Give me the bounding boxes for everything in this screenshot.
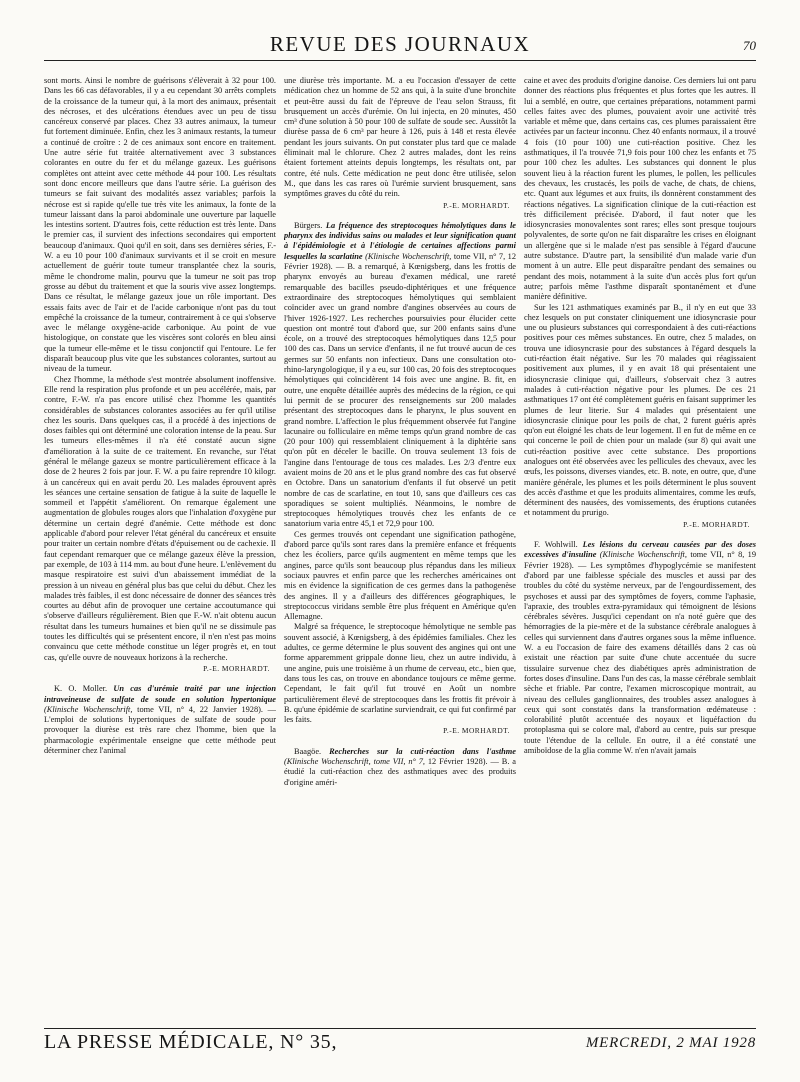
paragraph: sont morts. Ainsi le nombre de guérisons s'élèverait à 32 pour 100. Dans les 66 cas défavorables, il y a eu cependant 30 arrêts complets de la croissance de la tumeur qui, à la mort des animaux, présentait des nécroses, et des ulcérations étendues avec un peu de tissu cancéreux conservé par places. Chez 33 autres animaux, la tumeur fut fortement diminuée. Enfin, chez les 3 animaux restants, la tumeur a continué de croître : 2 de ces animaux sont encore en traitement. Une autre série fut traitée alternativement avec 3 substances colorantes en outre du fer et du mélange gazeux. Les guérisons complètes ont atteint avec cette méthode 44 pour 100. Les résultats sont donc encore meilleurs que dans l'autre série. La guérison des tumeurs se fait suivant des modalités assez variables; parfois la nécrose est si rapide qu'elle tue très vite les animaux, la fonte de la tumeur laissant dans la paroi abdominale une ouverture par laquelle les intestins sortent. D'autres fois, cette réduction est très lente. Dans le premier cas, il survient des infections secondaires qui emportent beaucoup d'animaux. Quoi qu'il en soit, dans ses dernières séries, F.-W. a eu 10 pour 100 d'animaux survivants et il se croit en mesure actuellement de guérir toute tumeur transplantée chez la souris, même le chondrome malin, pourvu que la tumeur ne soit pas trop grosse au début du traitement et que la souris vive assez longtemps. Dans ce résultat, le mélange gazeux joue un rôle important. Des essais faits avec de l'air et de l'acide carbonique n'ont pas du tout empêché la croissance de la tumeur, contrairement à ce qui s'observe avec le mélange oxygène-acide carbonique. Au point de vue histologique, on constate que les viscères sont colorés en bleu ainsi que la tumeur elle-même et le tissu conjonctif qui l'entoure. Le fer disparaît beaucoup plus vite que les substances colorantes, surtout au niveau de la tumeur. [44, 76, 276, 374]
journal-section-title: REVUE DES JOURNAUX [269, 32, 531, 56]
article-abstract [44, 684, 276, 756]
paragraph: une diurèse très importante. M. a eu l'occasion d'essayer de cette médication chez un homme de 52 ans qui, à la suite d'une bronchite et peut-être aussi du fait de l'épreuve de l'eau selon Strauss, fit brusquement un accès d'urémie. On lui injecta, en 20 minutes, 450 cm³ d'une solution à 50 pour 100 de sulfate de soude sec. Aussitôt la diurèse passa de 6 cm³ par heure à 126, puis à 148 et resta élevée pendant les jours suivants. On put constater plus tard que ce malade éliminait mal le chlorure. Chez 2 autres malades, dont les reins étaient fortement atteints depuis longtemps, les résultats ont, par contre, été nuls. Cette médication ne peut donc être utilisée, selon M., que dans les cas rares où l'urémie survient brusquement, sans symptômes graves du côté du rein. [284, 76, 516, 199]
paragraph: caine et avec des produits d'origine danoise. Ces derniers lui ont paru donner des réactions plus fréquentes et plus fortes que les autres. Il lui a semblé, en outre, que certaines préparations, notamment parmi celles faites avec des plumes, pouvaient avoir une activité très variable et même que, dans certains cas, ces plumes paraissaient être activées par un facteur inconnu. Chez 40 enfants normaux, il a trouvé 4 fois (10 pour 100) une cuti-réaction positive. Chez les asthmatiques, il l'a trouvée 71,9 fois pour 100 chez les enfants et 75 pour 100 chez les adultes. Les substances qui donnent le plus souvent lieu à la réaction furent les plumes, le pollen, les pellicules des chevaux, les crustacés, les poils de vache, de chats, de chiens, etc. Quant aux légumes et aux fruits, ils donnèrent constamment des réactions négatives. La signification clinique de la cuti-réaction est très difficilement précisée. D'abord, il faut noter que les idiosyncrasies monovalentes sont rares; elles sont presque toujours polyvalentes, de sorte qu'on ne fait disparaître les crises en éloignant un allergène que si le malade n'est pas sensible à l'égard d'aucune autre substance. D'autre part, la sensibilité d'un malade varie d'un moment à un autre. Elle peut disparaître pendant des semaines ou pendant des mois, notamment à la suite d'un accès plus fort qu'un autre; parfois même l'asthme disparaît spontanément et d'une manière définitive. [524, 76, 756, 302]
page-footer [44, 1028, 756, 1057]
text-column-right [524, 76, 756, 1022]
article-title: Recherches sur la cuti-réaction dans l'asthme [329, 746, 516, 756]
page-number: 70 [743, 38, 756, 53]
article-body: 12 Février 1928). — B. a étudié la cuti-réaction chez des asthmatiques avec des produits d'origine améri- [284, 757, 516, 787]
article-body: tome VII, n° 8, 19 Février 1928). — Les symptômes d'hypoglycémie se manifestent d'abord par une faiblesse spéciale des muscles et aussi par des troubles du côté du système nerveux, par de l'engourdissement, des psychoses et aussi par des symptômes de foyers, comme l'aphasie, l'apraxie, des troubles extra-pyramidaux qui témoignent de lésions cérébrales sévères. Jusqu'ici cependant on n'a noté guère que des hémorragies de la pie-mère et de la substance cérébrale analogues à celles qui surviennent dans d'autres organes sous la même influence. W. a eu l'occasion de faire des examens détaillés dans 2 cas où existait une réaction par suite d'une chute accentuée du sucre tissulaire survenue chez des diabétiques après administration de fortes doses d'insuline. Dans l'un des cas, la masse cérébrale semblait sèche et friable. Par contre, l'examen microscopique montrait, au niveau des cellules ganglionnaires, des troubles assez analogues à ceux qui sont constatés dans la transformation œdémateuse : colorabilité plutôt accentuée des noyaux et liquéfaction du protoplasma qui se colore mal, d'abord au centre, puis sur presque toute l'étendue de la cellule. En outre, il a été constaté une amiboïdose de la glia comme W. n'en n'avait jamais [524, 550, 756, 755]
author-signature: P.-E. MORHARDT. [443, 726, 510, 736]
article-author: F. Wohlwill. [534, 540, 578, 550]
article-reference: (Klinische Wochenschrift, tome VII, n° 7, [284, 757, 425, 766]
text-column-left [44, 76, 276, 1022]
article-abstract [284, 221, 516, 530]
paragraph: Ces germes trouvés ont cependant une signification pathogène, d'abord parce qu'ils sont rares dans la première enfance et fréquents chez les écoliers, parce qu'ils augmentent en même temps que les angines, parce qu'ils sont beaucoup plus répandus dans les milieux sociaux pauvres et enfin parce que les recherches américaines ont mis en évidence la signification de ces germes dans la pathogenèse des angines. Il y a d'ailleurs des différences géographiques, le streptococcus viridans semble être plus fréquent en Amérique qu'en Allemagne. [284, 529, 516, 622]
author-signature: P.-E. MORHARDT. [203, 663, 270, 673]
article-title: Un cas d'urémie traité par une injection intraveineuse de sulfate de soude en solution hypertonique [44, 684, 276, 704]
article-title: Les lésions du cerveau causées par des doses excessives d'insuline [524, 540, 756, 560]
article-author: K. O. Moller. [54, 684, 108, 694]
issue-date: MERCREDI, 2 MAI 1928 [585, 1035, 756, 1051]
article-reference: (Klinische Wochenschrift, [44, 704, 133, 714]
paragraph: Sur les 121 asthmatiques examinés par B., il n'y en eut que 33 chez lesquels on put constater cliniquement une idiosyncrasie pour une ou plusieurs substances qui correspondaient à des cuti-réactions positives pour ces mêmes substances. En outre, chez 5 malades, on trouva une idiosyncrasie pour des substances à l'égard desquels la cuti-réaction était négative. Sur les 70 malades qui réagissaient positivement aux plumes, il y en avait 18 qui présentaient une idiosyncrasie clinique qui, d'ailleurs, s'observait chez 3 autres malades à cuti-réaction négative pour les plumes. De ces 21 asthmatiques 17 ont été complètement guéris en faisant supprimer les plumes de leur literie. Sur 4 malades qui présentaient une idiosyncrasie clinique pour les poils de chat, 2 furent guéris après qu'on eut éloigné les chats de leur logement. Il en fut de même en ce qui concerne le poil de chien pour un malade (sur 8) qui avait une cuti-réaction positive avec cette substance. Des proportions analogues ont été observées avec les pellicules des chevaux, avec les œufs, les poissons, diverses viandes, etc. B. note, en outre, que, d'une manière générale, les plumes et les poils déterminent le plus souvent des accès d'asthme et que les produits alimentaires, comme les œufs, déterminent des nausées, des vomissements, des éruptions cutanées et notamment du prurigo. [524, 302, 756, 518]
article-title: La fréquence des streptocoques hémolytiques dans le pharynx des individus sains ou malades et leur signification quant à l'épidémiologie et à l'étiologie de certaines affections parmi lesquelles la scarlatine [284, 220, 516, 261]
article-abstract [524, 540, 756, 756]
article-reference: (Klinische Wochenschrift, [365, 251, 452, 261]
article-abstract [284, 747, 516, 788]
author-signature: P.-E. MORHARDT. [683, 519, 750, 529]
article-author: Bürgers. [294, 220, 323, 230]
paragraph: Malgré sa fréquence, le streptocoque hémolytique ne semble pas souvent associé, à Kœnigsberg, à des épidémies familiales. Chez les adultes, ce germe détermine le plus souvent des angines qui ont une forme apparemment grippale donne lieu, chez un autre individu, à une angine, puis une troisième à un rhume de cerveau, etc., bien que, dans tous les cas, on trouve en abondance toujours ce même germe. Cependant, le fait qu'il fut trouvé en Août un nombre particulièrement élevé de streptocoques dans les frottis fit prévoir à B. qu'une épidémie de scarlatine surviendrait, ce qui fut confirmé par les faits. [284, 622, 516, 725]
author-signature: P.-E. MORHARDT. [443, 200, 510, 210]
paragraph: Chez l'homme, la méthode s'est montrée absolument inoffensive. Elle rend la respiration plus profonde et un peu accélérée, mais, par contre, F.-W. n'a pas encore utilisé chez l'homme les quantités considérables de substances colorantes associées au fer qu'il utilise chez les souris. Dans quelques cas, il a procédé à des injections de doses faibles qui ont déterminé une coloration intense de la peau. Sur les tumeurs elles-mêmes il n'a été constaté aucun signe d'amélioration à la suite de ce traitement. En revanche, sur l'état général le mélange gazeux se montre particulièrement efficace à la dose de 2 heures 2 fois par jour. F. W. a pu faire reprendre 10 kilogr. à un cancéreux qui en avait perdu 20. Les malades éprouvent après les séances une certaine sensation de fatigue à la suite de laquelle le sommeil et l'appétit s'améliorent. On remarque également une augmentation de globules rouges alors que l'inhalation d'oxygène pur détermine un certain degré d'anémie. Cette méthode est donc applicable d'abord pour relever l'état général du cancéreux et ensuite pour traiter un certain nombre d'états d'épuisement ou de cachexie. Il faut cependant remarquer que ce mélange gazeux élève la pression, par exemple, de 103 à 114 mm. au bout d'une heure. L'enlèvement du masque respiratoire est suivi d'un abaissement immédiat de la pression à un niveau en général plus bas que celui du début. Chez les malades très faibles, il est donc nécessaire de donner des séances très courtes au début afin de provoquer une certaine accoutumance qui s'observe d'ailleurs régulièrement. Bien que F.-W. n'ait obtenu aucun résultat dans les tumeurs humaines et bien qu'il ne se dissimule pas toutes les difficultés qui se présentent encore, il n'en n'est pas moins convaincu que cette méthode constitue un léger progrès et, en tout cas, qu'elle ouvre de nouveaux horizons à la recherche. [44, 374, 276, 662]
article-body: tome VII, n° 7, 12 Février 1928). — B. a remarqué, à Kœnigsberg, dans les frottis de pharynx envoyés au bureau d'examen médical, une rareté remarquable des bacilles pseudo-diphtériques et une fréquence extraordinaire des streptocoques hémolytiques qui semblaient coïncider avec un grand nombre d'angines observées au cours de l'hiver 1926-1927. Les recherches poursuivies pour élucider cette question ont montré tout d'abord que, sur 200 enfants sains d'une école, on a trouvé des streptocoques hémolytiques dans 12,5 pour 100 des cas. Dans un service d'enfants, il ne fut trouvé aucun de ces germes sur 50 enfants non infectieux. Dans une consultation oto-rhino-laryngologique, il y a eu, sur 100 cas, 20 fois des streptocoques hémolytiques qui coïncidèrent 14 fois avec une angine. B. fit, en outre, une enquête détaillée auprès des médecins de la région, ce qui lui permit de se procurer des renseignements sur 200 malades présentant des streptocoques dans le pharynx, le plus souvent en grand nombre. L'affection le plus fréquemment observée fut l'angine lacunaire ou folliculaire en même temps qu'un grand nombre de cas (20 pour 100) qui ressemblaient cliniquement à la diphtérie sans qu'on pût en déceler le bacille. On trouva seulement 13 fois de l'angine dans l'entourage de tous ces malades. Les 2/3 d'entre eux avaient moins de 20 ans et le plus grand nombre des cas fut observé en Octobre. Dans un sanatorium d'enfants il fut observé un petit nombre de cas de scarlatine, en tout 10, sans que d'ailleurs ces cas sporadiques se soient multipliés. Néanmoins, le nombre de streptocoques hémolytiques trouvés chez les enfants de ce sanatorium varia entre 45,1 et 72,9 pour 100. [284, 251, 516, 529]
running-head [44, 30, 756, 61]
article-author: Baagöe. [294, 746, 322, 756]
text-column-middle [284, 76, 516, 1022]
article-body: tome VII, n° 4, 22 Janvier 1928). — L'emploi de solutions hypertoniques de sulfate de soude pour provoquer la diurèse est très rare chez l'homme, bien que la pharmacologie expérimentale enseigne que cette méthode peut déterminer chez l'animal [44, 704, 276, 755]
journal-name: LA PRESSE MÉDICALE, N° 35, [44, 1031, 338, 1053]
article-reference: (Klinische Wochenschrift, [599, 550, 687, 560]
